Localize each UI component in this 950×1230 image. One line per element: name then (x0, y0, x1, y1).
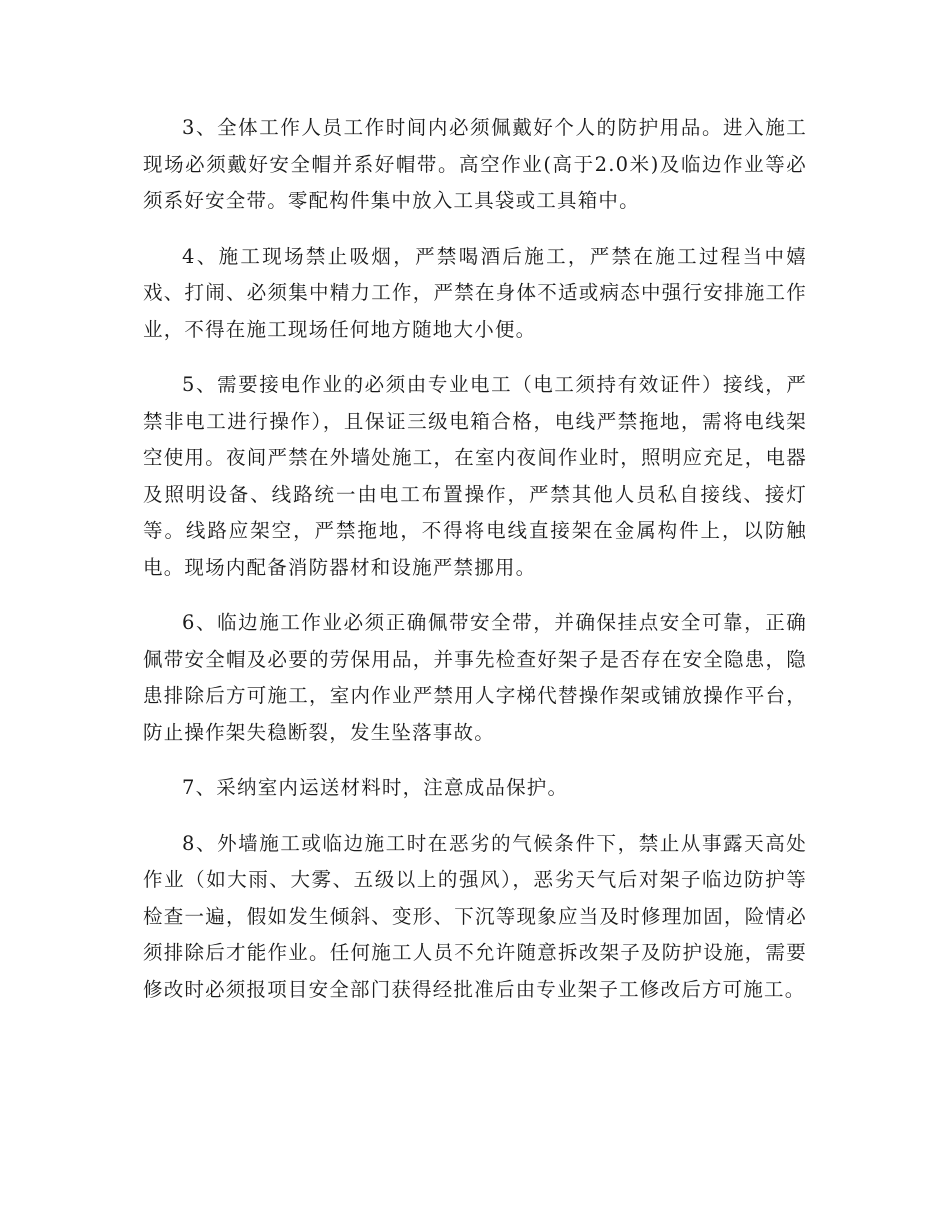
paragraph-item-4: 4、施工现场禁止吸烟，严禁喝酒后施工，严禁在施工过程当中嬉戏、打闹、必须集中精力工作，严禁在身体不适或病态中强行安排施工作业，不得在施工现场任何地方随地大小便。 (143, 244, 807, 341)
paragraph-item-7: 7、采纳室内运送材料时，注意成品保护。 (182, 776, 569, 799)
paragraph-item-5: 5、需要接电作业的必须由专业电工（电工须持有效证件）接线，严禁非电工进行操作），且保证三级电箱合格，电线严禁拖地，需将电线架空使用。夜间严禁在外墙处施工，在室内夜间作业时，照明应充足，电器及照明设备、线路统一由电工布置操作，严禁其他人员私自接线、接灯等。线路应架空，严禁拖地，不得将电线直接架在金属构件上，以防触电。现场内配备消防器材和设施严禁挪用。 (143, 373, 807, 579)
paragraph-item-8: 8、外墙施工或临边施工时在恶劣的气候条件下，禁止从事露天高处作业（如大雨、大雾、五级以上的强风），恶劣天气后对架子临边防护等检查一遍，假如发生倾斜、变形、下沉等现象应当及时修理加固，险情必须排除后才能作业。任何施工人员不允许随意拆改架子及防护设施，需要修改时必须报项目安全部门获得经批准后由专业架子工修改后方可施工。 (143, 831, 807, 1001)
paragraph-item-6: 6、临边施工作业必须正确佩带安全带，并确保挂点安全可靠，正确佩带安全帽及必要的劳保用品，并事先检查好架子是否存在安全隐患，隐患排除后方可施工，室内作业严禁用人字梯代替操作架或铺放操作平台，防止操作架失稳断裂，发生坠落事故。 (143, 611, 807, 744)
paragraph-item-3: 3、全体工作人员工作时间内必须佩戴好个人的防护用品。进入施工现场必须戴好安全帽并系好帽带。高空作业(高于2.0米)及临边作业等必须系好安全带。零配构件集中放入工具袋或工具箱中。 (143, 116, 807, 212)
document-body (143, 110, 807, 1027)
